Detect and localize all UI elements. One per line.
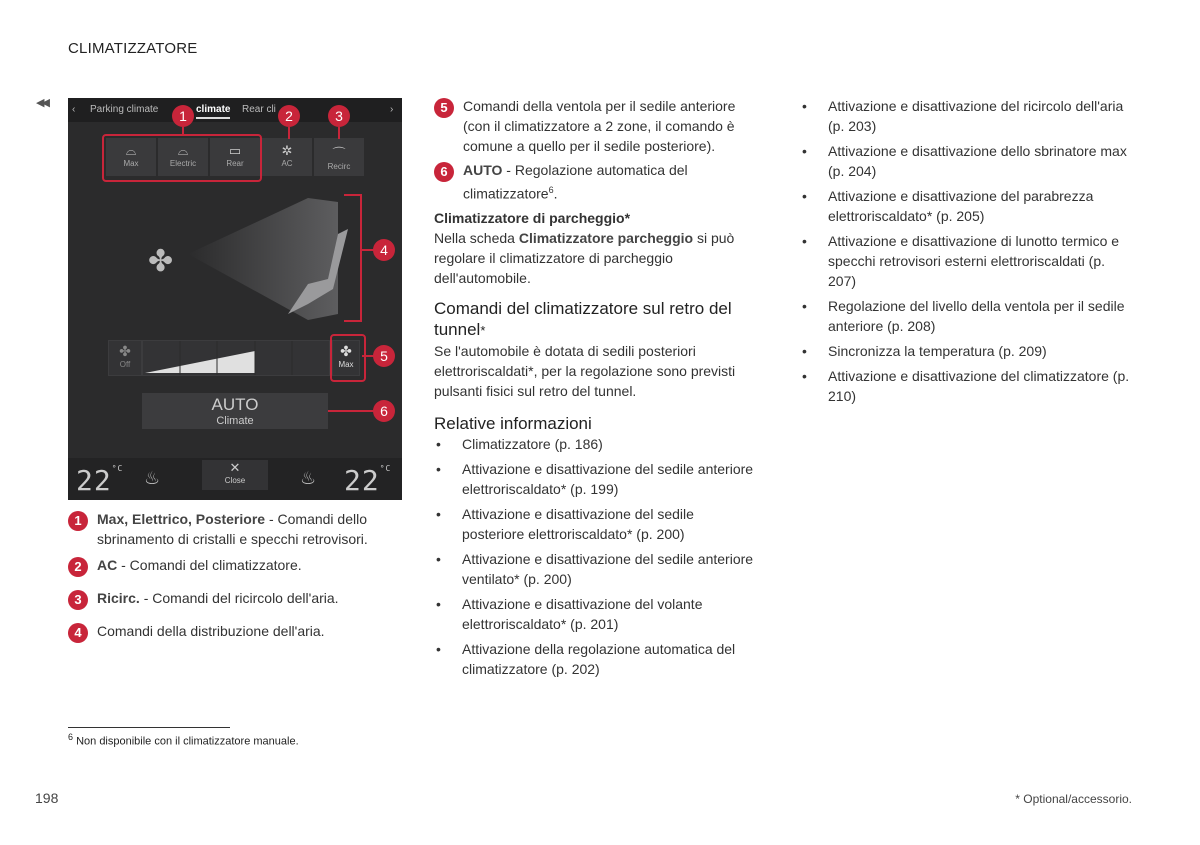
auto-climate-button [142, 393, 328, 429]
callout-1: 1 [172, 105, 194, 127]
optional-note: * Optional/accessorio. [1015, 792, 1132, 806]
legend-num-2: 2 [68, 557, 88, 577]
seat-heat-right-icon: ♨ [300, 468, 317, 488]
climate-screen-illustration [68, 98, 402, 500]
related-link-7[interactable]: • Attivazione e disattivazione del ricircolo dell'aria (p. 203) [800, 96, 1132, 136]
page-number: 198 [35, 790, 59, 806]
fan-level-bar [142, 340, 330, 376]
tab-prev-icon: ‹ [72, 104, 76, 115]
climate-bottom-bar [68, 458, 402, 500]
callout-line-4 [360, 249, 374, 251]
defrost-max-button: ⌓ Max [106, 138, 156, 176]
recirc-button: ⌒ Recirc [314, 138, 364, 176]
footnote-ref-6: 6 [548, 185, 554, 195]
related-link-12[interactable]: • Sincronizza la temperatura (p. 209) [800, 341, 1132, 361]
legend-text-1: - Comandi dello sbrinamento di cristalli e specchi retrovisori. [97, 511, 368, 547]
legend-text-6: - Regolazione automatica del climatizzatore [463, 162, 688, 202]
tab-climate: climate [196, 104, 230, 119]
tab-rear-climate: Rear cli [242, 104, 276, 115]
related-list-continued [800, 96, 1132, 406]
parking-climate-paragraph: Nella scheda Climatizzatore parcheggio si può regolare il climatizzatore di parcheggio dell'automobile. [434, 230, 735, 286]
legend-bold-6: AUTO [463, 162, 503, 178]
callout-bracket-4 [360, 194, 362, 322]
defrost-max-icon: ⌓ [125, 143, 137, 158]
defrost-electric-button: ⌓ Electric [158, 138, 208, 176]
related-heading: Relative informazioni [434, 414, 592, 433]
callout-line-2 [288, 127, 290, 139]
callout-line-3 [338, 127, 340, 139]
callout-bracket-4-bottom [344, 320, 362, 322]
auto-subtitle: Climate [216, 415, 254, 427]
callout-box-5 [330, 334, 366, 382]
ac-button: ✲ AC [262, 138, 312, 176]
footnote-text: Non disponibile con il climatizzatore manuale. [76, 735, 299, 748]
windshield-heat-icon: ⌓ [177, 143, 189, 158]
related-link-3[interactable]: • Attivazione e disattivazione del sedile posteriore elettroriscaldato* (p. 200) [434, 504, 754, 544]
related-link-4[interactable]: • Attivazione e disattivazione del sedile anteriore ventilato* (p. 200) [434, 549, 754, 589]
legend-num-1: 1 [68, 511, 88, 531]
legend-text-3: - Comandi del ricircolo dell'aria. [139, 590, 339, 606]
callout-line-6 [328, 410, 374, 412]
parking-climate-tab-name: Climatizzatore parcheggio [518, 230, 694, 246]
fan-max-button: ✤ Max [332, 340, 360, 376]
close-button: ✕ Close [202, 460, 268, 490]
legend-text-5: Comandi della ventola per il sedile anteriore (con il climatizzatore a 2 zone, il comando è comune a quello per il sedile posteriore). [463, 98, 736, 154]
callout-2: 2 [278, 105, 300, 127]
fan-level-ramp [143, 341, 329, 375]
tab-next-icon: › [390, 104, 394, 115]
fan-off-button: ✤ Off [108, 340, 142, 376]
legend-bold-3: Ricirc. [97, 590, 140, 606]
rear-window-heat-icon: ▭ [228, 143, 242, 158]
legend-item-4 [68, 621, 398, 645]
tab-parking-climate: Parking climate [90, 104, 159, 115]
related-link-6[interactable]: • Attivazione della regolazione automatica del climatizzatore (p. 202) [434, 639, 754, 679]
legend-item-2 [68, 555, 398, 588]
page-header: CLIMATIZZATORE [68, 40, 198, 57]
legend-left [68, 509, 398, 645]
close-icon: ✕ [229, 460, 241, 475]
right-column [800, 96, 1135, 411]
tunnel-heading: Comandi del climatizzatore sul retro del tunnel* [434, 299, 732, 339]
defrost-rear-button: ▭ Rear [210, 138, 260, 176]
legend-bold-2: AC [97, 557, 118, 573]
temp-right: $22^{^\circ C}$ [344, 464, 392, 497]
ac-snowflake-icon: ✲ [281, 143, 293, 158]
related-list [434, 434, 754, 679]
related-link-13[interactable]: • Attivazione e disattivazione del climatizzatore (p. 210) [800, 366, 1132, 406]
legend-text-2: - Comandi del climatizzatore. [117, 557, 302, 573]
callout-5: 5 [373, 345, 395, 367]
tunnel-paragraph: Se l'automobile è dotata di sedili posteriori elettroriscaldati*, per la regolazione sono previsti pulsanti fisici sul retro del tunnel. [434, 343, 736, 399]
footnote [68, 732, 299, 748]
legend-item-3 [68, 588, 398, 621]
callout-line-1 [182, 127, 184, 135]
related-link-9[interactable]: • Attivazione e disattivazione del parabrezza elettroriscaldato* (p. 205) [800, 186, 1132, 226]
air-flow-fan-shape [188, 198, 338, 320]
temp-left: $22^{^\circ C}$ [76, 464, 124, 497]
related-link-8[interactable]: • Attivazione e disattivazione dello sbrinatore max (p. 204) [800, 141, 1132, 181]
fan-icon: ✤ [148, 245, 174, 278]
related-link-11[interactable]: • Regolazione del livello della ventola per il sedile anteriore (p. 208) [800, 296, 1132, 336]
related-link-2[interactable]: • Attivazione e disattivazione del sedile anteriore elettroriscaldato* (p. 199) [434, 459, 754, 499]
footnote-divider [68, 727, 230, 728]
recirculation-car-icon: ⌒ [332, 146, 346, 161]
auto-title: AUTO [211, 395, 259, 414]
callout-6: 6 [373, 400, 395, 422]
screen-tab-bar [68, 98, 402, 122]
fan-max-icon: ✤ [340, 343, 352, 359]
legend-num-3: 3 [68, 590, 88, 610]
related-link-10[interactable]: • Attivazione e disattivazione di lunotto termico e specchi retrovisori esterni elettroriscaldati (p. 207) [800, 231, 1132, 291]
middle-column [434, 96, 769, 684]
legend-num-5: 5 [434, 98, 454, 118]
related-link-5[interactable]: • Attivazione e disattivazione del volante elettroriscaldato* (p. 201) [434, 594, 754, 634]
legend-bold-1: Max, Elettrico, Posteriore [97, 511, 266, 527]
legend-item-6: 6 AUTO - Regolazione automatica del climatizzatore$^6$. [434, 160, 769, 208]
legend-text-4: Comandi della distribuzione dell'aria. [97, 623, 325, 639]
callout-box-1 [102, 134, 262, 182]
related-link-1[interactable]: • Climatizzatore (p. 186) [434, 434, 754, 454]
back-arrows-icon[interactable]: ◀◀ [36, 97, 47, 109]
legend-num-6: 6 [434, 162, 454, 182]
callout-3: 3 [328, 105, 350, 127]
fan-off-icon: ✤ [119, 343, 131, 359]
seat-heat-left-icon: ♨ [144, 468, 161, 488]
callout-4: 4 [373, 239, 395, 261]
parking-climate-heading: Climatizzatore di parcheggio* [434, 210, 631, 226]
legend-num-4: 4 [68, 623, 88, 643]
legend-item-5 [434, 96, 769, 160]
footnote-number: 6 [68, 732, 74, 742]
legend-item-1 [68, 509, 398, 555]
